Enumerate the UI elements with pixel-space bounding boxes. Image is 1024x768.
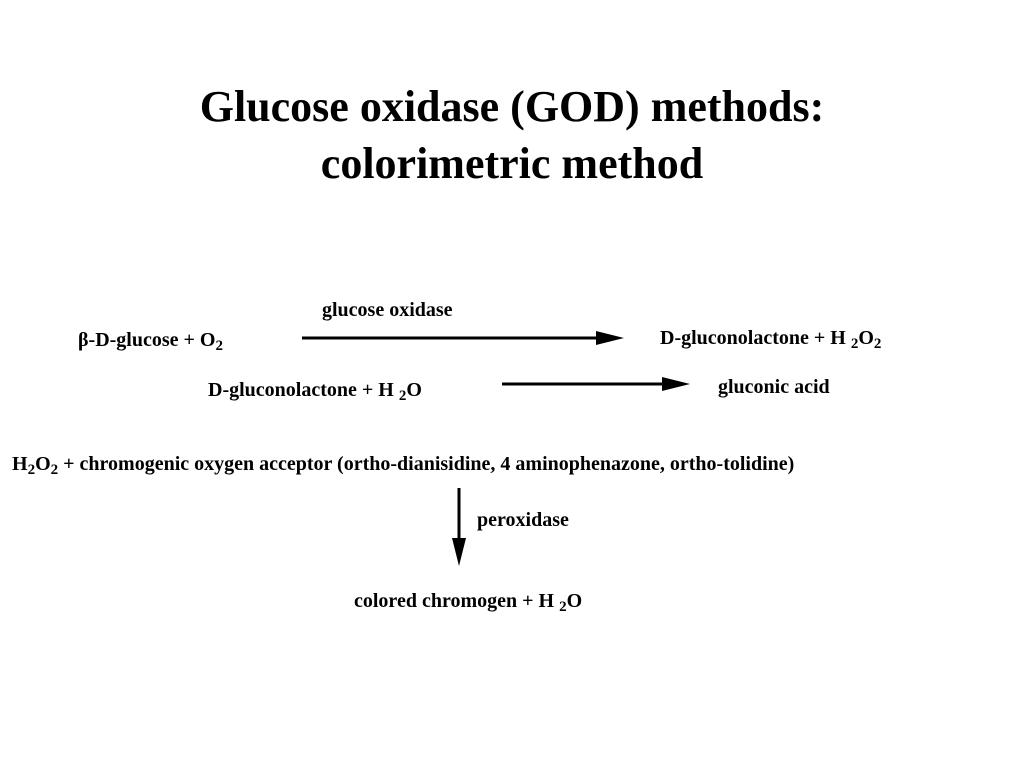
title-line-2: colorimetric method (320, 139, 704, 188)
reaction3-arrow (448, 486, 470, 570)
reaction1-reactant-text: -D-glucose + O (88, 329, 216, 351)
title-line-1: Glucose oxidase (GOD) methods: (199, 82, 825, 131)
reaction2-reactant-subscript: 2 (398, 388, 407, 404)
reaction3-subscript-2: 2 (50, 462, 59, 478)
reaction1-product-subscript-1: 2 (850, 336, 859, 352)
reaction1-product-text-2: O (858, 327, 874, 349)
reaction3-h: H (12, 453, 28, 475)
reaction2-reactants (208, 378, 422, 402)
reaction3-enzyme-label: peroxidase (477, 509, 569, 531)
reaction2-reactant-text-1: D-gluconolactone + H (208, 379, 399, 401)
reaction3-products (354, 589, 582, 613)
reaction3-product-text-1: colored chromogen + H (354, 590, 560, 612)
reaction2-reactant-text-2: O (406, 379, 422, 401)
reaction3-product-text-2: O (566, 590, 583, 612)
reaction3-reactant-rest: + chromogenic oxygen acceptor (ortho-dianisidine, 4 aminophenazone, ortho-tolidine) (58, 453, 795, 475)
reaction3-reactants (12, 452, 794, 476)
reaction1-reactant-subscript: 2 (215, 338, 223, 354)
reaction2-arrow (500, 374, 696, 394)
reaction3-product-subscript: 2 (559, 599, 567, 615)
reaction1-reactants (78, 328, 223, 352)
reaction3-subscript-1: 2 (27, 462, 36, 478)
reaction1-product-text-1: D-gluconolactone + H (660, 327, 851, 349)
reaction1-enzyme-label: glucose oxidase (322, 299, 453, 321)
reaction1-arrow (300, 328, 630, 348)
slide-title (0, 78, 1024, 192)
reaction1-product-subscript-2: 2 (873, 336, 882, 352)
beta-symbol: β (78, 329, 89, 351)
reaction1-products (660, 326, 881, 350)
reaction3-o: O (35, 453, 51, 475)
reaction2-product: gluconic acid (718, 376, 830, 398)
